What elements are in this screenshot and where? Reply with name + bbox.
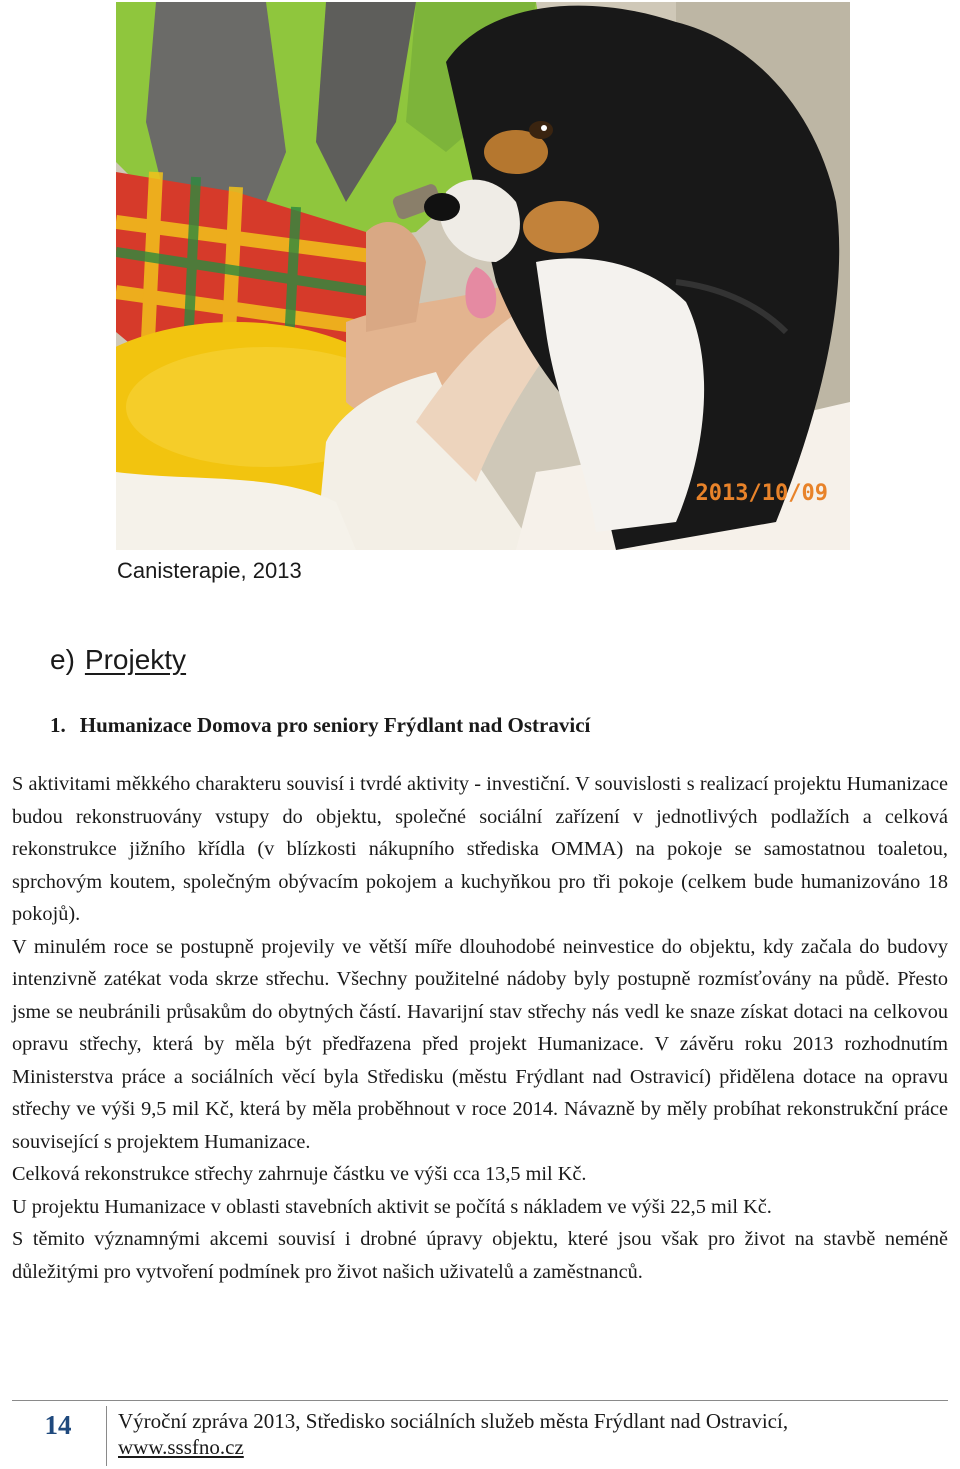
footer-vertical-divider (106, 1406, 107, 1466)
page-footer (12, 1400, 948, 1469)
paragraph: Celková rekonstrukce střechy zahrnuje částku ve výši cca 13,5 mil Kč. (12, 1163, 587, 1185)
project-title: Humanizace Domova pro seniory Frýdlant nad Ostravicí (79, 713, 591, 737)
photo-illustration (116, 2, 850, 550)
section-number: e) (50, 644, 75, 675)
website-link[interactable]: www.sssfno.cz (118, 1435, 244, 1459)
photo-caption: Canisterapie, 2013 (117, 558, 302, 583)
footer-divider (12, 1400, 948, 1401)
body-text (12, 768, 948, 1288)
section-heading (50, 644, 186, 676)
footer-text: Výroční zpráva 2013, Středisko sociálních služeb města Frýdlant nad Ostravicí, (118, 1409, 789, 1433)
project-heading (50, 713, 590, 738)
paragraph: S aktivitami měkkého charakteru souvisí i tvrdé aktivity - investiční. V souvislosti s realizací projektu Humanizace budou rekonstruovány vstupy do objektu, společné sociální zařízení v jednotlivých podlažích a celková rekonstrukce jižního křídla (v blízkosti nákupního střediska OMMA) na pokoje se samostatnou toaletou, sprchovým koutem, společným obývacím pokojem a kuchyňkou pro tři pokoje (celkem bude humanizováno 18 pokojů). (12, 773, 948, 925)
footer-text-block (118, 1408, 788, 1460)
section-title: Projekty (84, 644, 187, 675)
canisterapie-photo (116, 2, 850, 550)
photo-date-stamp: 2013/10/09 (695, 481, 828, 506)
paragraph: S těmito významnými akcemi souvisí i drobné úpravy objektu, které jsou však pro život na stavbě neméně důležitými pro vytvoření podmínek pro život našich uživatelů a zaměstnanců. (12, 1228, 948, 1283)
page-number: 14 (44, 1410, 72, 1440)
paragraph: V minulém roce se postupně projevily ve větší míře dlouhodobé neinvestice do objektu, kdy začala do budovy intenzivně zatékat voda skrze střechu. Všechny použitelné nádoby byly postupně rozmísťovány na půdě. Přesto jsme se neubránili průsakům do obytných částí. Havarijní stav střechy nás vedl ke snaze získat dotaci na celkovou opravu střechy, která by měla být předřazena před projekt Humanizace. V závěru roku 2013 rozhodnutím Ministerstva práce a sociálních věcí byla Středisku (městu Frýdlant nad Ostravicí) přidělena dotace na opravu střechy ve výši 9,5 mil Kč, která by měla proběhnout v roce 2014. Návazně by měly probíhat rekonstrukční práce související s projektem Humanizace. (12, 935, 948, 1153)
project-number: 1. (50, 713, 66, 737)
paragraph: U projektu Humanizace v oblasti stavebních aktivit se počítá s nákladem ve výši 22,5 mil Kč. (12, 1195, 772, 1218)
